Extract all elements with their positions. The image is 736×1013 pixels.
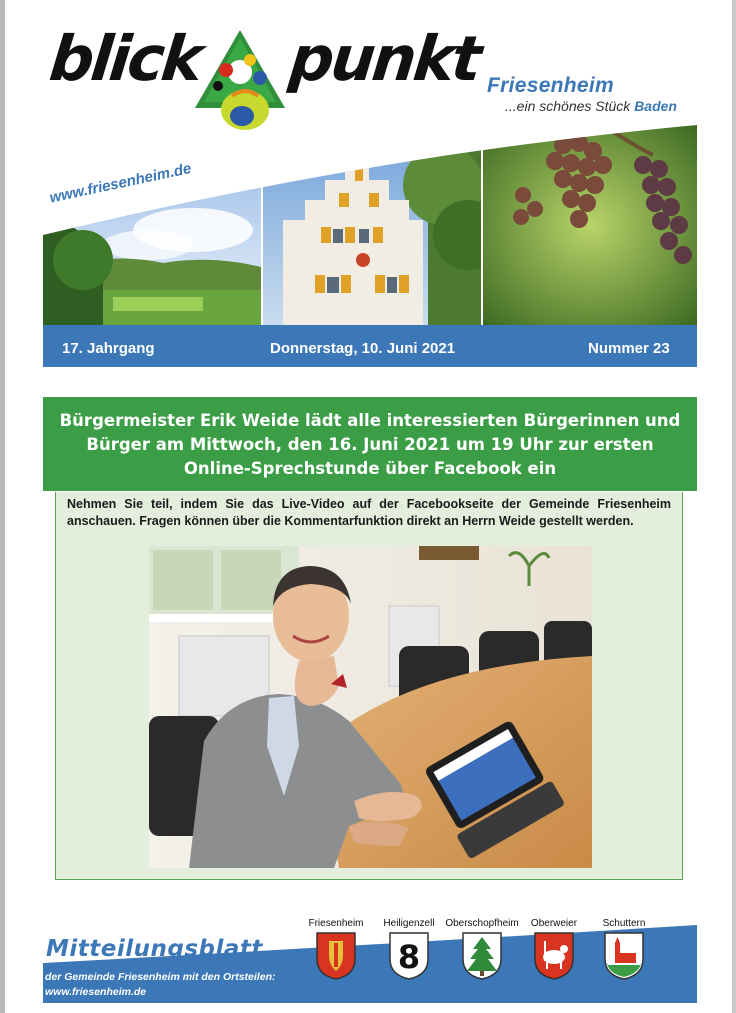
header-photo-band: [43, 125, 697, 367]
schuttern-coat-of-arms-icon: [603, 931, 645, 981]
crest-oberweier: [514, 918, 594, 981]
page-edge-right: [732, 0, 736, 1013]
heiligenzell-coat-of-arms-icon: [388, 931, 430, 981]
crest-friesenheim: [296, 918, 376, 981]
crest-oberschopfheim: [442, 918, 522, 981]
publication-title: Mitteilungsblatt: [46, 936, 263, 962]
website-url-header: www.friesenheim.de: [48, 159, 193, 207]
crest-label-friesenheim: Friesenheim: [308, 918, 364, 929]
issue-date: Donnerstag, 10. Juni 2021: [270, 340, 456, 357]
crest-heiligenzell: [369, 918, 449, 981]
publication-subtitle: der Gemeinde Friesenheim mit den Ortsteilen:: [45, 971, 276, 983]
crest-label-heiligenzell: Heiligenzell: [383, 918, 435, 929]
oberweier-coat-of-arms-icon: [533, 931, 575, 981]
logo-wordmark-left: blick: [46, 22, 204, 95]
friesenheim-coat-of-arms-icon: [315, 931, 357, 981]
article-intro: Nehmen Sie teil, indem Sie das Live-Video auf der Facebookseite der Gemeinde Friesenheim anschauen. Fragen können über die Kommentarfunktion direkt an Herrn Weide gestellt werden.: [67, 497, 671, 528]
issue-number: Nummer 23: [588, 340, 670, 357]
page-edge-left: [0, 0, 5, 1013]
crest-label-oberschopfheim: Oberschopfheim: [445, 918, 519, 929]
website-url-footer: www.friesenheim.de: [45, 986, 147, 998]
town-name: Friesenheim: [487, 74, 615, 97]
heiligenzell-numeral: 8: [397, 938, 421, 976]
crest-label-oberweier: Oberweier: [530, 918, 578, 929]
mayor-photo: [149, 546, 592, 868]
tagline: ...ein schönes Stück Baden: [505, 98, 677, 114]
crest-schuttern: [584, 918, 664, 981]
issue-volume: 17. Jahrgang: [62, 340, 155, 357]
headline: Bürgermeister Erik Weide lädt alle interessierten Bürgerinnen und Bürger am Mittwoch, den 16. Juni 2021 um 19 Uhr zur ersten Online-Sprechstunde über Facebook ein: [59, 411, 681, 478]
oberschopfheim-coat-of-arms-icon: [461, 931, 503, 981]
crest-label-schuttern: Schuttern: [602, 918, 646, 929]
logo-wordmark-right: punkt: [286, 22, 483, 95]
